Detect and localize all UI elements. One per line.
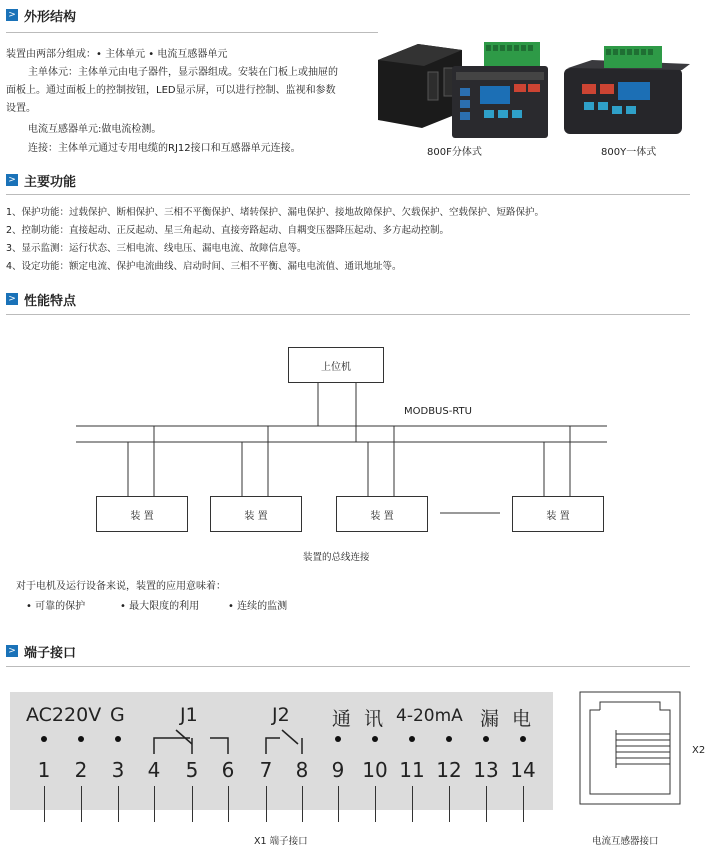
terminal-lead-7 <box>266 786 267 822</box>
host-label: 上位机 <box>321 361 351 373</box>
section-divider <box>6 32 378 33</box>
terminal-lead-8 <box>302 786 303 822</box>
section-title: 端子接口 <box>24 645 77 661</box>
chevron-right-icon: > <box>6 645 18 657</box>
structure-line-2: 主单体元：主体单元由电子器件，显示器组成。安装在门板上或抽屉的 <box>28 67 338 78</box>
host-box <box>288 347 384 383</box>
ct-interface-caption: 电流互感器接口 <box>592 836 659 847</box>
function-item-2: 2、控制功能：直接起动、正反起动、星三角起动、直接旁路起动、自耦变压器降压起动、多方起动控制。 <box>6 225 450 236</box>
terminal-number-14: 14 <box>510 758 536 782</box>
terminal-lead-14 <box>523 786 524 822</box>
structure-line-4: 设置。 <box>6 103 36 114</box>
terminal-number-13: 13 <box>473 758 499 782</box>
terminal-label-j1: J1 <box>180 704 198 726</box>
feature-bullet-2: • 最大限度的利用 <box>120 601 200 612</box>
terminal-dot-14 <box>520 736 526 742</box>
diagram-caption: 装置的总线连接 <box>303 552 370 563</box>
terminal-label-g: G <box>110 704 125 726</box>
terminal-dot-10 <box>372 736 378 742</box>
device-label: 装 置 <box>370 510 394 522</box>
terminal-dot-9 <box>335 736 341 742</box>
terminal-dot-13 <box>483 736 489 742</box>
terminal-dot-11 <box>409 736 415 742</box>
structure-line-1: 装置由两部分组成：• 主体单元 • 电流互感器单元 <box>6 49 228 60</box>
terminal-label-4-20ma: 4-20mA <box>396 706 463 726</box>
section-title: 外形结构 <box>24 9 77 25</box>
relay-j1-symbol <box>140 728 240 758</box>
terminal-number-7: 7 <box>259 758 273 782</box>
caption-800f: 800F分体式 <box>427 147 482 158</box>
function-item-3: 3、显示监测：运行状态、三相电流、线电压、漏电电流、故障信息等。 <box>6 243 307 254</box>
caption-800y: 800Y一体式 <box>601 147 657 158</box>
terminal-lead-11 <box>412 786 413 822</box>
main-unit-800y-image <box>564 46 690 134</box>
section-title: 性能特点 <box>24 293 77 309</box>
feature-bullet-3: • 连续的监测 <box>228 601 288 612</box>
terminal-number-3: 3 <box>111 758 125 782</box>
device-label: 装 置 <box>546 510 570 522</box>
terminal-lead-1 <box>44 786 45 822</box>
terminal-lead-6 <box>228 786 229 822</box>
terminal-number-2: 2 <box>74 758 88 782</box>
function-item-1: 1、保护功能：过载保护、断相保护、三相不平衡保护、堵转保护、漏电保护、接地故障保护、欠载保护、空载保护、短路保护。 <box>6 207 545 218</box>
section-header-functions <box>6 171 76 189</box>
ct-unit-image <box>378 44 462 128</box>
terminal-number-12: 12 <box>436 758 462 782</box>
feature-bullet-1: • 可靠的保护 <box>26 601 86 612</box>
terminal-number-11: 11 <box>399 758 425 782</box>
terminal-dot-1 <box>41 736 47 742</box>
terminal-lead-3 <box>118 786 119 822</box>
section-title: 主要功能 <box>24 174 77 190</box>
device-label: 装 置 <box>244 510 268 522</box>
terminal-lead-9 <box>338 786 339 822</box>
terminal-dot-2 <box>78 736 84 742</box>
terminal-lead-12 <box>449 786 450 822</box>
function-item-4: 4、设定功能：额定电流、保护电流曲线、启动时间、三相不平衡、漏电电流值、通讯地址等。 <box>6 261 402 272</box>
terminal-lead-10 <box>375 786 376 822</box>
chevron-right-icon: > <box>6 9 18 21</box>
structure-line-3: 面板上。通过面板上的控制按钮，LED显示屏，可以进行控制、监视和参数 <box>6 85 336 96</box>
device-box-1 <box>96 496 188 532</box>
section-divider <box>6 666 690 667</box>
terminal-label-ac220v: AC220V <box>26 704 102 726</box>
section-divider <box>6 194 690 195</box>
terminal-label-comm-1: 通 <box>332 708 352 730</box>
device-box-3 <box>336 496 428 532</box>
x2-label: X2 <box>692 745 706 756</box>
chevron-right-icon: > <box>6 293 18 305</box>
device-box-2 <box>210 496 302 532</box>
bus-label: MODBUS-RTU <box>404 406 472 417</box>
terminal-number-4: 4 <box>147 758 161 782</box>
chevron-right-icon: > <box>6 174 18 186</box>
terminal-dot-3 <box>115 736 121 742</box>
terminal-lead-5 <box>192 786 193 822</box>
terminal-label-leak-1: 漏 <box>480 708 500 730</box>
structure-line-5: 电流互感器单元:做电流检测。 <box>28 124 162 135</box>
product-photos <box>372 20 712 150</box>
terminal-label-leak-2: 电 <box>512 708 532 730</box>
terminal-label-j2: J2 <box>272 704 290 726</box>
main-unit-800f-image <box>452 42 548 138</box>
terminal-lead-2 <box>81 786 82 822</box>
terminal-dot-12 <box>446 736 452 742</box>
device-box-4 <box>512 496 604 532</box>
device-label: 装 置 <box>130 510 154 522</box>
terminal-number-5: 5 <box>185 758 199 782</box>
features-intro: 对于电机及运行设备来说，装置的应用意味着： <box>16 581 226 592</box>
section-header-terminals <box>6 642 76 660</box>
relay-j2-symbol <box>252 728 312 758</box>
terminal-number-9: 9 <box>331 758 345 782</box>
structure-line-6: 连接：主体单元通过专用电缆的RJ12接口和互感器单元连接。 <box>28 143 301 154</box>
section-header-features <box>6 290 76 308</box>
section-header-structure <box>6 6 76 24</box>
terminal-label-comm-2: 讯 <box>364 708 384 730</box>
terminal-number-6: 6 <box>221 758 235 782</box>
terminal-number-1: 1 <box>37 758 51 782</box>
terminal-number-8: 8 <box>295 758 309 782</box>
terminal-lead-4 <box>154 786 155 822</box>
section-divider <box>6 314 690 315</box>
x1-caption: X1 端子接口 <box>254 836 308 847</box>
terminal-lead-13 <box>486 786 487 822</box>
ct-interface-rj12-icon <box>576 686 686 816</box>
terminal-number-10: 10 <box>362 758 388 782</box>
